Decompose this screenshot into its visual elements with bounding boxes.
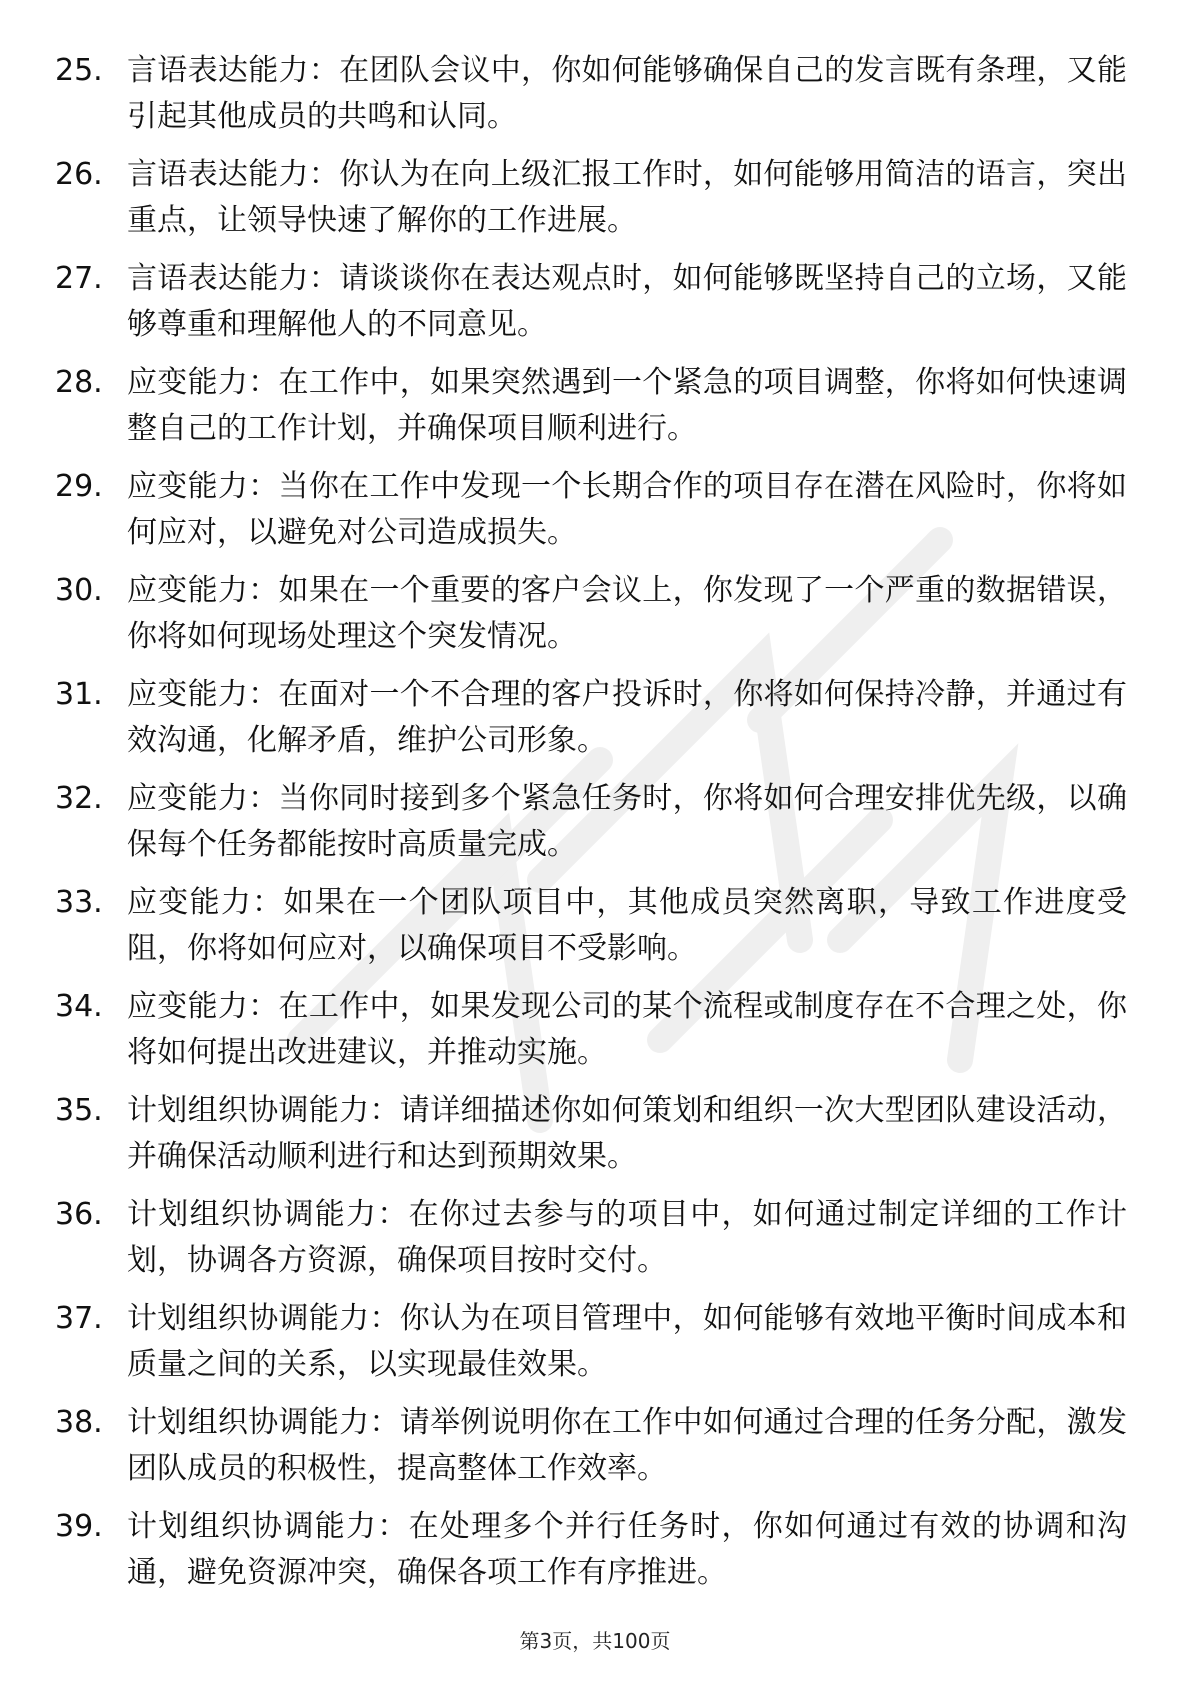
question-text: 应变能力：在面对一个不合理的客户投诉时，你将如何保持冷静，并通过有效沟通，化解矛盾，维护公司形象。 xyxy=(127,677,1127,758)
question-text: 应变能力：如果在一个团队项目中，其他成员突然离职，导致工作进度受阻，你将如何应对，以确保项目不受影响。 xyxy=(127,885,1127,966)
question-text: 应变能力：在工作中，如果突然遇到一个紧急的项目调整，你将如何快速调整自己的工作计划，并确保项目顺利进行。 xyxy=(127,365,1127,446)
question-item xyxy=(55,568,1135,672)
question-number: 39. xyxy=(55,1509,103,1544)
question-text: 言语表达能力：请谈谈你在表达观点时，如何能够既坚持自己的立场，又能够尊重和理解他人的不同意见。 xyxy=(127,261,1127,342)
question-text: 计划组织协调能力：在你过去参与的项目中，如何通过制定详细的工作计划，协调各方资源，确保项目按时交付。 xyxy=(127,1197,1127,1278)
question-number: 32. xyxy=(55,781,103,816)
question-text: 计划组织协调能力：请举例说明你在工作中如何通过合理的任务分配，激发团队成员的积极性，提高整体工作效率。 xyxy=(127,1405,1127,1486)
question-number: 25. xyxy=(55,53,103,88)
question-number: 35. xyxy=(55,1093,103,1128)
question-text: 应变能力：当你在工作中发现一个长期合作的项目存在潜在风险时，你将如何应对，以避免对公司造成损失。 xyxy=(127,469,1127,550)
question-text: 应变能力：如果在一个重要的客户会议上，你发现了一个严重的数据错误，你将如何现场处理这个突发情况。 xyxy=(127,573,1127,654)
page-indicator: 第3页，共100页 xyxy=(519,1629,671,1653)
question-item xyxy=(55,152,1135,256)
question-item xyxy=(55,360,1135,464)
question-item xyxy=(55,1504,1135,1608)
question-number: 26. xyxy=(55,157,103,192)
question-item xyxy=(55,1296,1135,1400)
question-item xyxy=(55,776,1135,880)
question-number: 34. xyxy=(55,989,103,1024)
question-item xyxy=(55,256,1135,360)
question-item xyxy=(55,1192,1135,1296)
question-item xyxy=(55,48,1135,152)
question-number: 29. xyxy=(55,469,103,504)
question-item xyxy=(55,1400,1135,1504)
question-item xyxy=(55,464,1135,568)
question-number: 33. xyxy=(55,885,103,920)
question-list xyxy=(55,48,1135,1608)
question-number: 27. xyxy=(55,261,103,296)
question-number: 30. xyxy=(55,573,103,608)
question-text: 计划组织协调能力：请详细描述你如何策划和组织一次大型团队建设活动，并确保活动顺利进行和达到预期效果。 xyxy=(127,1093,1127,1174)
question-text: 应变能力：当你同时接到多个紧急任务时，你将如何合理安排优先级，以确保每个任务都能按时高质量完成。 xyxy=(127,781,1127,862)
question-text: 应变能力：在工作中，如果发现公司的某个流程或制度存在不合理之处，你将如何提出改进建议，并推动实施。 xyxy=(127,989,1127,1070)
question-text: 言语表达能力：你认为在向上级汇报工作时，如何能够用简洁的语言，突出重点，让领导快速了解你的工作进展。 xyxy=(127,157,1127,238)
question-number: 36. xyxy=(55,1197,103,1232)
question-number: 37. xyxy=(55,1301,103,1336)
question-text: 计划组织协调能力：在处理多个并行任务时，你如何通过有效的协调和沟通，避免资源冲突，确保各项工作有序推进。 xyxy=(127,1509,1127,1590)
question-number: 38. xyxy=(55,1405,103,1440)
question-text: 计划组织协调能力：你认为在项目管理中，如何能够有效地平衡时间成本和质量之间的关系，以实现最佳效果。 xyxy=(127,1301,1127,1382)
question-number: 31. xyxy=(55,677,103,712)
question-text: 言语表达能力：在团队会议中，你如何能够确保自己的发言既有条理，又能引起其他成员的共鸣和认同。 xyxy=(127,53,1127,134)
question-item xyxy=(55,880,1135,984)
question-item xyxy=(55,672,1135,776)
question-item xyxy=(55,984,1135,1088)
question-number: 28. xyxy=(55,365,103,400)
question-item xyxy=(55,1088,1135,1192)
